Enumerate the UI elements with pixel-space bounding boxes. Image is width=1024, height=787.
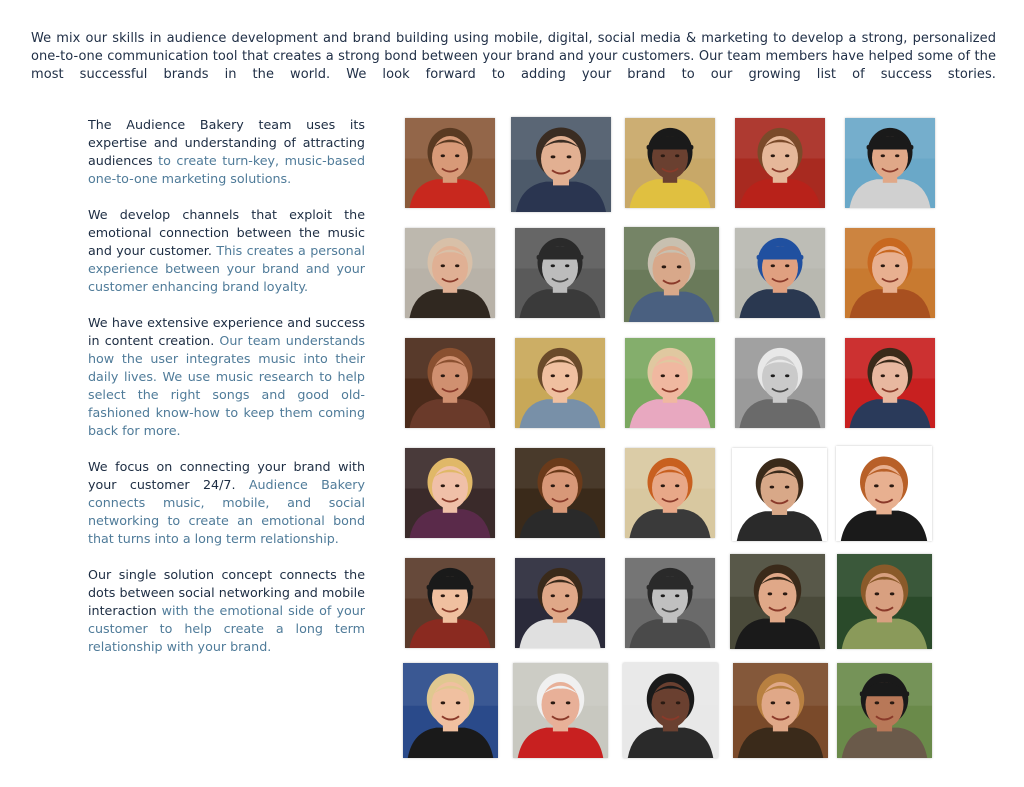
team-member-photo <box>624 227 719 322</box>
team-member-photo <box>405 118 495 208</box>
team-member-photo <box>625 118 715 208</box>
intro-paragraph: We mix our skills in audience development and brand building using mobile, digital, social media & marketing to develop a strong, personalized one-to-one communication tool that creates a strong bond between your brand and your customers. Our team members have helped some of the most successful brands in the world. We look forward to adding your brand to our growing list of success stories. <box>31 31 996 82</box>
team-member-photo <box>405 558 495 648</box>
team-member-photo <box>405 448 495 538</box>
team-member-photo <box>837 554 932 649</box>
paragraph-connecting-brand <box>88 458 365 548</box>
description-column <box>88 116 365 674</box>
team-member-photo <box>515 558 605 648</box>
paragraph-channels <box>88 206 365 296</box>
team-member-photo <box>515 338 605 428</box>
team-member-photo <box>515 228 605 318</box>
team-member-photo <box>735 228 825 318</box>
team-photo-grid <box>400 114 940 764</box>
team-member-photo <box>735 338 825 428</box>
team-member-photo <box>623 663 718 758</box>
paragraph-dark-text: Our single solution concept connects the dots between social networking and mobile interaction <box>88 567 365 618</box>
paragraph-light-text: Audience Bakery connects music, mobile, and social networking to create an emotional bond that turns into a long term relationship. <box>88 477 365 546</box>
paragraph-dark-text: We focus on connecting your brand with your customer 24/7. <box>88 459 365 492</box>
team-member-photo <box>732 448 827 541</box>
paragraph-single-solution <box>88 566 365 656</box>
team-member-photo <box>836 446 932 541</box>
team-member-photo <box>845 338 935 428</box>
paragraph-dark-text: We have extensive experience and success in content creation. <box>88 315 365 348</box>
paragraph-dark-text: We develop channels that exploit the emotional connection between the music and your customer. <box>88 207 365 258</box>
paragraph-light-text: to create turn-key, music-based one-to-one marketing solutions. <box>88 153 365 186</box>
team-member-photo <box>511 117 611 212</box>
team-member-photo <box>845 118 935 208</box>
team-member-photo <box>837 663 932 758</box>
team-member-photo <box>403 663 498 758</box>
paragraph-light-text: Our team understands how the user integrates music into their daily lives. We use music research to help select the right songs and good old-fashioned know-how to keep them coming back for more. <box>88 333 365 438</box>
team-member-photo <box>625 338 715 428</box>
paragraph-light-text: with the emotional side of your customer to help create a long term relationship with your brand. <box>88 603 365 654</box>
team-member-photo <box>733 663 828 758</box>
paragraph-team-expertise <box>88 116 365 188</box>
team-member-photo <box>405 338 495 428</box>
team-member-photo <box>625 448 715 538</box>
team-member-photo <box>845 228 935 318</box>
team-member-photo <box>625 558 715 648</box>
team-member-photo <box>405 228 495 318</box>
paragraph-content-creation <box>88 314 365 440</box>
team-member-photo <box>735 118 825 208</box>
paragraph-light-text: This creates a personal experience between your brand and your customer enhancing brand loyalty. <box>88 243 366 294</box>
team-member-photo <box>515 448 605 538</box>
team-member-photo <box>730 554 825 649</box>
paragraph-dark-text: The Audience Bakery team uses its expertise and understanding of attracting audiences <box>88 117 365 168</box>
team-member-photo <box>513 663 608 758</box>
